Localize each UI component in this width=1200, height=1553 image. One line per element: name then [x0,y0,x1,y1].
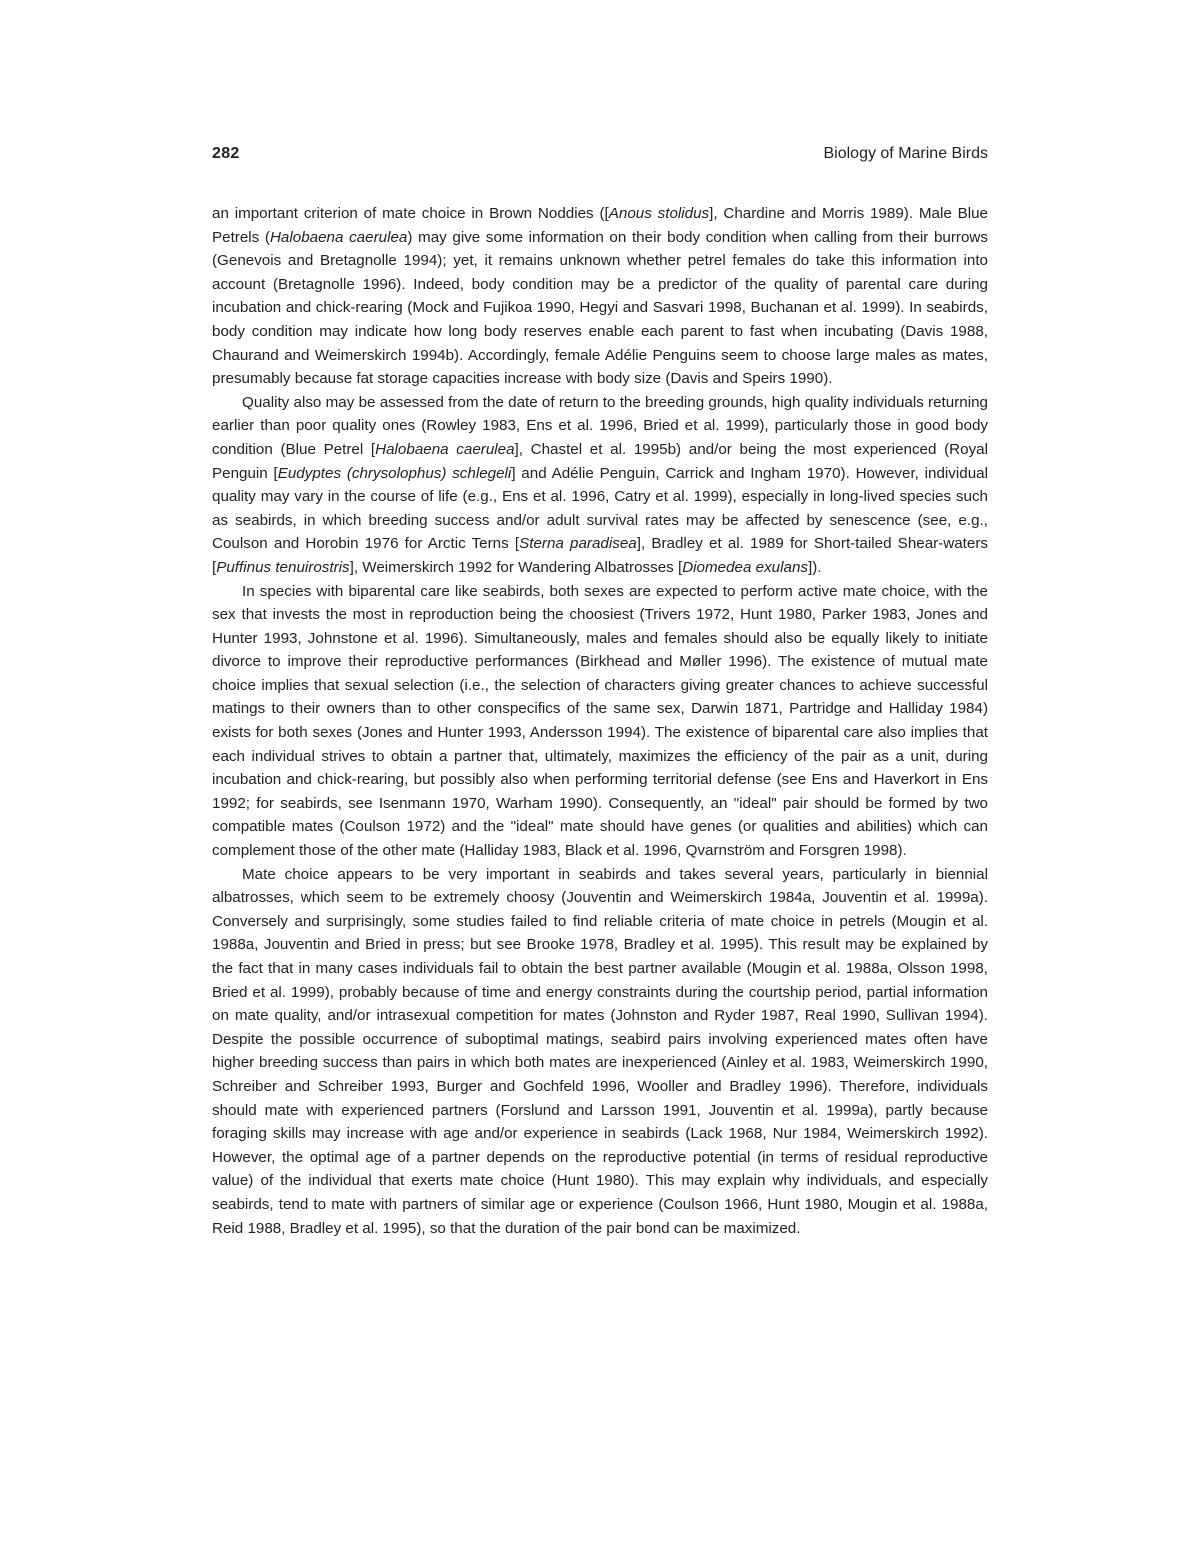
text-run: Mate choice appears to be very important in seabirds and takes several years, particularly in biennial albatrosses, which seem to be extremely choosy (Jouventin and Weimerskirch 1984a, Jouventin et al. 1999a). Conversely and surprisingly, some studies failed to find reliable criteria of mate choice in petrels (Mougin et al. 1988a, Jouventin and Bried in press; but see Brooke 1978, Bradley et al. 1995). This result may be explained by the fact that in many cases individuals fail to obtain the best partner available (Mougin et al. 1988a, Olsson 1998, Bried et al. 1999), probably because of time and energy constraints during the courtship period, partial information on mate quality, and/or intrasexual competition for mates (Johnston and Ryder 1987, Real 1990, Sullivan 1994). Despite the possible occurrence of suboptimal matings, seabird pairs involving experienced mates often have higher breeding success than pairs in which both mates are inexperienced (Ainley et al. 1983, Weimerskirch 1990, Schreiber and Schreiber 1993, Burger and Gochfeld 1996, Wooller and Bradley 1996). Therefore, individuals should mate with experienced partners (Forslund and Larsson 1991, Jouventin et al. 1999a), partly because foraging skills may increase with age and/or experience in seabirds (Lack 1968, Nur 1984, Weimerskirch 1992). However, the optimal age of a partner depends on the reproductive potential (in terms of residual reproductive value) of the individual that exerts mate choice (Hunt 1980). This may explain why individuals, and especially seabirds, tend to mate with partners of similar age or experience (Coulson 1966, Hunt 1980, Mougin et al. 1988a, Reid 1988, Bradley et al. 1995), so that the duration of the pair bond can be maximized. [212,865,988,1237]
species-name: Anous stolidus [608,205,710,222]
species-name: Halobaena caerulea [269,228,408,246]
text-run: ], Chardine and Morris 1989). Male Blue Petrels ( [212,205,988,246]
text-run: ]). [807,558,822,576]
species-name: Diomedea exulans [682,558,808,576]
text-run: Quality also may be assessed from the date of return to the breeding grounds, high quality individuals returning earlier than poor quality ones (Rowley 1983, Ens et al. 1996, Bried et al. 1999), particularly those in good body condition (Blue Petrel [ [212,393,988,458]
text-run: ], Bradley et al. 1989 for Short-tailed Shear-waters [ [212,535,989,576]
paragraph [212,580,988,863]
species-name: Sterna paradisea [519,535,637,553]
body-text [212,202,988,1240]
paragraph [212,202,988,391]
text-run: an important criterion of mate choice in Brown Noddies ([ [212,205,609,222]
paragraph [212,863,988,1241]
text-run: ] and Adélie Penguin, Carrick and Ingham 1970). However, individual quality may vary in the course of life (e.g., Ens et al. 1996, Catry et al. 1999), especially in long-lived species such as seabirds, in which breeding success and/or adult survival rates may be affected by senescence (see, e.g., Coulson and Horobin 1976 for Arctic Terns [ [212,464,988,553]
running-head [212,143,988,167]
page-number: 282 [212,145,240,162]
text-run: ], Weimerskirch 1992 for Wandering Albatrosses [ [349,558,683,576]
text-run: In species with biparental care like seabirds, both sexes are expected to perform active mate choice, with the sex that invests the most in reproduction being the choosiest (Trivers 1972, Hunt 1980, Parker 1983, Jones and Hunter 1993, Johnstone et al. 1996). Simultaneously, males and females should also be equally likely to initiate divorce to improve their reproductive performances (Birkhead and Møller 1996). The existence of mutual mate choice implies that sexual selection (i.e., the selection of characters giving greater chances to achieve successful matings to their owners than to other conspecifics of the same sex, Darwin 1871, Partridge and Halliday 1984) exists for both sexes (Jones and Hunter 1993, Andersson 1994). The existence of biparental care also implies that each individual strives to obtain a partner that, ultimately, maximizes the efficiency of the pair as a unit, during incubation and chick-rearing, but possibly also when performing territorial defense (see Ens and Haverkort in Ens 1992; for seabirds, see Isenmann 1970, Warham 1990). Consequently, an "ideal" pair should be formed by two compatible mates (Coulson 1972) and the "ideal" mate should have genes (or qualities and abilities) which can complement those of the other mate (Halliday 1983, Black et al. 1996, Qvarnström and Forsgren 1998). [212,582,988,860]
text-run: ) may give some information on their body condition when calling from their burrows (Genevois and Bretagnolle 1994); yet, it remains unknown whether petrel females do take this information into account (Bretagnolle 1996). Indeed, body condition may be a predictor of the quality of parental care during incubation and chick-rearing (Mock and Fujikoa 1990, Hegyi and Sasvari 1998, Buchanan et al. 1999). In seabirds, body condition may indicate how long body reserves enable each parent to fast when incubating (Davis 1988, Chaurand and Weimerskirch 1994b). Accordingly, female Adélie Penguins seem to choose large males as mates, presumably because fat storage capacities increase with body size (Davis and Speirs 1990). [212,228,988,388]
species-name: Eudyptes (chrysolophus) schlegeli [277,464,512,482]
running-title: Biology of Marine Birds [823,145,988,162]
species-name: Puffinus tenuirostris [216,558,350,576]
text-run: ], Chastel et al. 1995b) and/or being the most experienced (Royal Penguin [ [212,440,988,482]
species-name: Halobaena caerulea [375,440,515,458]
paragraph [212,391,988,580]
